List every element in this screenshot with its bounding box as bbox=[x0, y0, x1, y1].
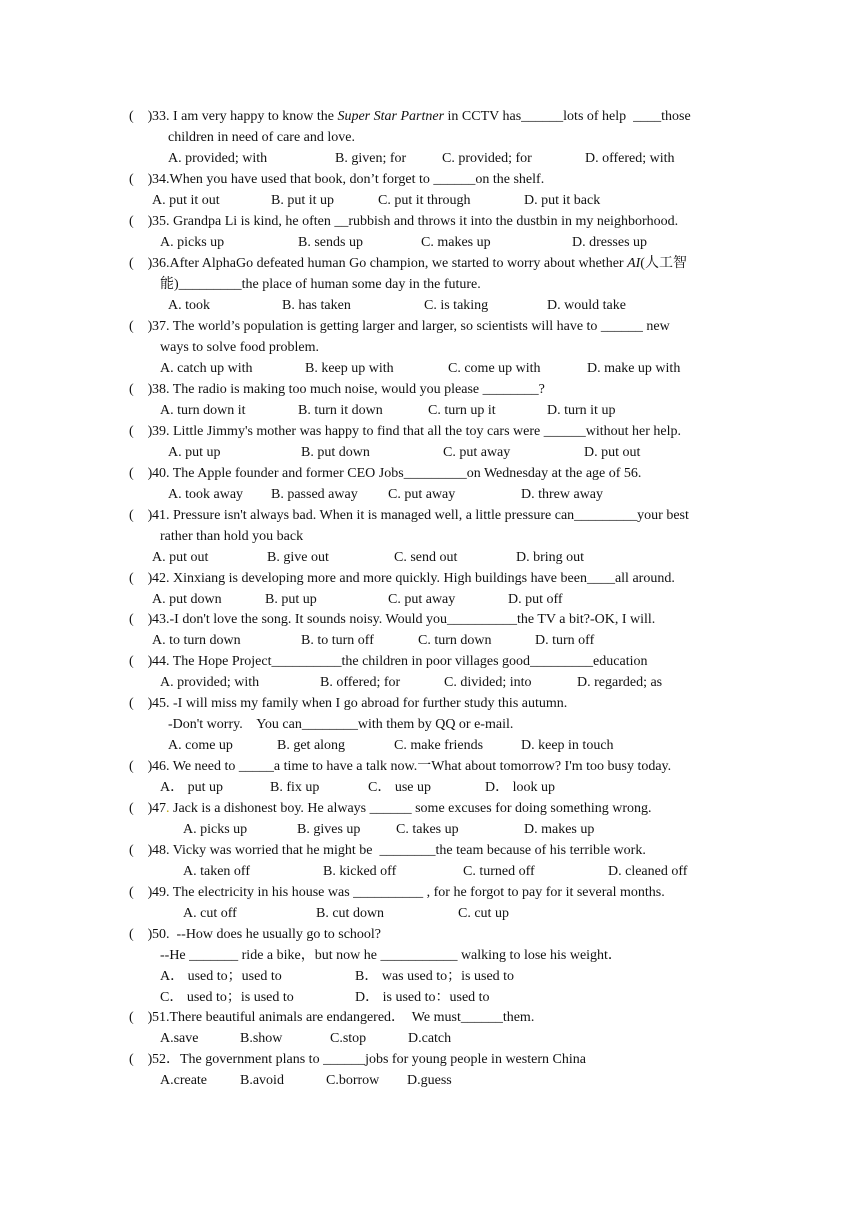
option-a: A. taken off bbox=[183, 864, 250, 879]
question-stem: 38. The radio is making too much noise, would you please ________? bbox=[152, 382, 545, 397]
option-d: D. make up with bbox=[587, 361, 681, 376]
option-d: D. threw away bbox=[521, 487, 604, 502]
option-b: B. fix up bbox=[270, 780, 320, 795]
question-continuation: rather than hold you back bbox=[160, 529, 304, 544]
option-d: D. turn off bbox=[535, 633, 595, 648]
option-b: B.avoid bbox=[240, 1073, 284, 1088]
question-stem: 34.When you have used that book, don’t forget to ______on the shelf. bbox=[152, 172, 545, 187]
option-c: C. send out bbox=[394, 550, 458, 565]
question-stem: 36.After AlphaGo defeated human Go champion, we started to worry about whether AI(人工智 bbox=[152, 256, 687, 271]
answer-blank: ( ) bbox=[129, 927, 153, 942]
option-d: D. would take bbox=[547, 298, 626, 313]
option-d: D. cleaned off bbox=[608, 864, 688, 879]
answer-blank: ( ) bbox=[129, 612, 153, 627]
question-stem: 51.There beautiful animals are endangered． We must______them. bbox=[152, 1010, 535, 1025]
option-b: B. passed away bbox=[271, 487, 358, 502]
option-b: B. kicked off bbox=[323, 864, 397, 879]
option-b: B. turn it down bbox=[298, 403, 383, 418]
question-stem: 52．The government plans to ______jobs for young people in western China bbox=[152, 1052, 586, 1067]
option-a: A. put up bbox=[168, 445, 221, 460]
option-c: C. turned off bbox=[463, 864, 535, 879]
option-b: B. to turn off bbox=[301, 633, 374, 648]
option-c: C. divided; into bbox=[444, 675, 532, 690]
option-b: B. given; for bbox=[335, 151, 407, 166]
option-c: C. turn down bbox=[418, 633, 492, 648]
question-stem: 49. The electricity in his house was __________ , for he forgot to pay for it several months. bbox=[152, 885, 665, 900]
answer-blank: ( ) bbox=[129, 885, 153, 900]
answer-blank: ( ) bbox=[129, 696, 153, 711]
question-stem: 39. Little Jimmy's mother was happy to find that all the toy cars were ______without her help. bbox=[152, 424, 681, 439]
option-d: D. put off bbox=[508, 592, 563, 607]
option-c: C. put away bbox=[443, 445, 511, 460]
option-a: A. provided; with bbox=[160, 675, 260, 690]
option-b: B.show bbox=[240, 1031, 283, 1046]
answer-blank: ( ) bbox=[129, 508, 153, 523]
option-a: A． put up bbox=[160, 780, 223, 795]
option-a: A. provided; with bbox=[168, 151, 268, 166]
option-c: C. takes up bbox=[396, 822, 459, 837]
option-c: C. cut up bbox=[458, 906, 509, 921]
option-d: D. put out bbox=[584, 445, 641, 460]
option-c: C.borrow bbox=[326, 1073, 380, 1088]
option-b: B. put it up bbox=[271, 193, 335, 208]
option-a: A. took away bbox=[168, 487, 244, 502]
option-b: B. sends up bbox=[298, 235, 363, 250]
question-continuation: 能)_________the place of human some day in the future. bbox=[160, 277, 481, 292]
question-stem: 33. I am very happy to know the Super Star Partner in CCTV has______lots of help ____those bbox=[152, 109, 691, 124]
option-c: C. provided; for bbox=[442, 151, 532, 166]
option-b: B. keep up with bbox=[305, 361, 394, 376]
answer-blank: ( ) bbox=[129, 382, 153, 397]
option-d: D. makes up bbox=[524, 822, 595, 837]
answer-blank: ( ) bbox=[129, 109, 153, 124]
option-a: A. cut off bbox=[183, 906, 237, 921]
option-d: D. put it back bbox=[524, 193, 601, 208]
option-a: A. picks up bbox=[160, 235, 225, 250]
question-continuation: -Don't worry. You can________with them by QQ or e-mail. bbox=[168, 717, 514, 732]
option-a: A. turn down it bbox=[160, 403, 246, 418]
option-d: D. bring out bbox=[516, 550, 585, 565]
answer-blank: ( ) bbox=[129, 571, 153, 586]
option-b: B. get along bbox=[277, 738, 346, 753]
option-d: D. offered; with bbox=[585, 151, 675, 166]
option-d: D． look up bbox=[485, 780, 555, 795]
answer-blank: ( ) bbox=[129, 172, 153, 187]
option-d: D. dresses up bbox=[572, 235, 648, 250]
question-stem: 44. The Hope Project__________the children in poor villages good_________education bbox=[152, 654, 648, 669]
question-stem: 42. Xinxiang is developing more and more quickly. High buildings have been____all around. bbox=[152, 571, 675, 586]
option-d: D.catch bbox=[408, 1031, 452, 1046]
option-b: B. give out bbox=[267, 550, 329, 565]
question-continuation: --He _______ ride a bike，but now he ___________ walking to lose his weight． bbox=[160, 948, 622, 963]
option-b: B. cut down bbox=[316, 906, 385, 921]
option-a: A. come up bbox=[168, 738, 233, 753]
answer-blank: ( ) bbox=[129, 1010, 153, 1025]
option-c: C． use up bbox=[368, 780, 431, 795]
question-stem: 48. Vicky was worried that he might be ________the team because of his terrible work. bbox=[152, 843, 646, 858]
option-d: D. regarded; as bbox=[577, 675, 663, 690]
question-stem: 50. --How does he usually go to school? bbox=[152, 927, 382, 942]
question-stem: 46. We need to _____a time to have a talk now.一What about tomorrow? I'm too busy today. bbox=[152, 759, 672, 774]
option-b: B. has taken bbox=[282, 298, 351, 313]
answer-blank: ( ) bbox=[129, 319, 153, 334]
answer-blank: ( ) bbox=[129, 843, 153, 858]
option-a: A． used to；used to bbox=[160, 969, 282, 984]
question-continuation: ways to solve food problem. bbox=[160, 340, 320, 355]
answer-blank: ( ) bbox=[129, 1052, 153, 1067]
option-c: C. come up with bbox=[448, 361, 541, 376]
option-c: C. makes up bbox=[421, 235, 491, 250]
option-c: C.stop bbox=[330, 1031, 367, 1046]
option-c: C． used to；is used to bbox=[160, 990, 294, 1005]
option-c: C. turn up it bbox=[428, 403, 496, 418]
answer-blank: ( ) bbox=[129, 214, 153, 229]
answer-blank: ( ) bbox=[129, 466, 153, 481]
option-c: C. put away bbox=[388, 592, 456, 607]
question-stem: 41. Pressure isn't always bad. When it is managed well, a little pressure can_________your best bbox=[152, 508, 689, 523]
answer-blank: ( ) bbox=[129, 801, 153, 816]
answer-blank: ( ) bbox=[129, 654, 153, 669]
option-b: B. put down bbox=[301, 445, 370, 460]
question-continuation: children in need of care and love. bbox=[168, 130, 355, 145]
option-c: C. is taking bbox=[424, 298, 489, 313]
option-a: A. to turn down bbox=[152, 633, 241, 648]
option-b: B. gives up bbox=[297, 822, 361, 837]
option-d: D.guess bbox=[407, 1073, 452, 1088]
option-a: A. put it out bbox=[152, 193, 220, 208]
option-a: A. catch up with bbox=[160, 361, 253, 376]
option-a: A.save bbox=[160, 1031, 199, 1046]
option-b: B. put up bbox=[265, 592, 317, 607]
option-d: D. keep in touch bbox=[521, 738, 614, 753]
question-stem: 45. -I will miss my family when I go abroad for further study this autumn. bbox=[152, 696, 568, 711]
option-c: C. put it through bbox=[378, 193, 471, 208]
question-stem: 43.-I don't love the song. It sounds noisy. Would you__________the TV a bit?-OK, I will. bbox=[152, 612, 656, 627]
answer-blank: ( ) bbox=[129, 424, 153, 439]
question-stem: 37. The world’s population is getting larger and larger, so scientists will have to ______ new bbox=[152, 319, 670, 334]
option-c: C. make friends bbox=[394, 738, 484, 753]
option-a: A. picks up bbox=[183, 822, 248, 837]
option-a: A.create bbox=[160, 1073, 208, 1088]
option-d: D． is used to：used to bbox=[355, 990, 490, 1005]
answer-blank: ( ) bbox=[129, 759, 153, 774]
option-a: A. put out bbox=[152, 550, 209, 565]
question-stem: 47. Jack is a dishonest boy. He always ______ some excuses for doing something wrong. bbox=[152, 801, 652, 816]
option-c: C. put away bbox=[388, 487, 456, 502]
option-d: D. turn it up bbox=[547, 403, 616, 418]
answer-blank: ( ) bbox=[129, 256, 153, 271]
question-stem: 35. Grandpa Li is kind, he often __rubbish and throws it into the dustbin in my neighborhood. bbox=[152, 214, 679, 229]
option-a: A. put down bbox=[152, 592, 222, 607]
question-stem: 40. The Apple founder and former CEO Jobs_________on Wednesday at the age of 56. bbox=[152, 466, 642, 481]
option-b: B． was used to；is used to bbox=[355, 969, 515, 984]
option-b: B. offered; for bbox=[320, 675, 401, 690]
option-a: A. took bbox=[168, 298, 210, 313]
